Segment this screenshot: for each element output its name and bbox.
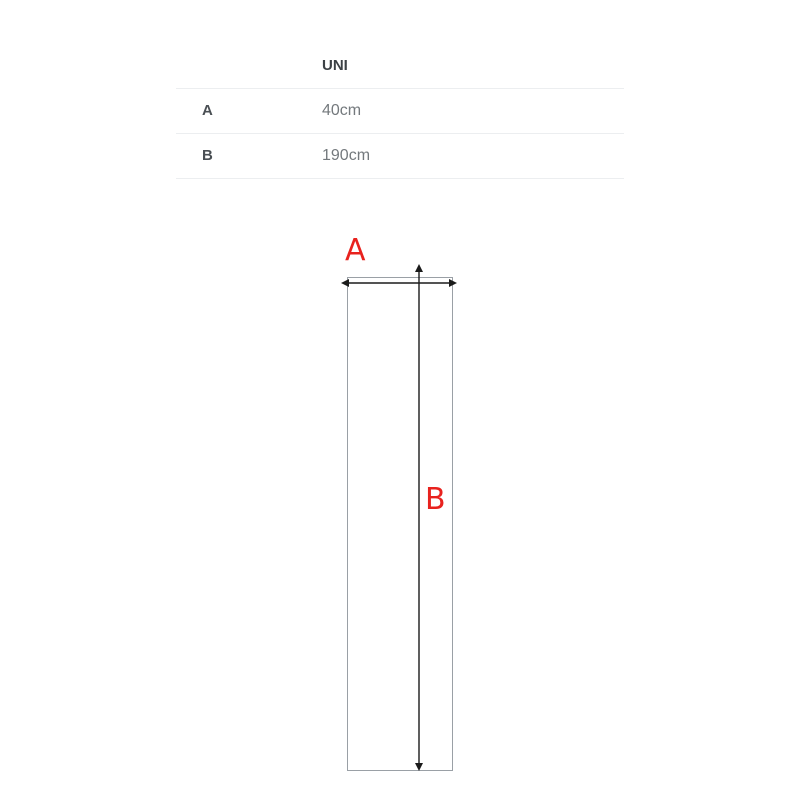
row-label-a: A [202,102,213,119]
row-value-a: 40cm [322,102,362,119]
size-table [176,44,624,179]
table-header-uni: UNI [322,57,348,74]
diagram-label-a: A [345,233,366,268]
row-value-b: 190cm [322,147,371,164]
table-row [176,89,624,134]
table-header-row [176,44,624,89]
diagram-label-b: B [425,482,446,517]
row-label-b: B [202,147,213,164]
table-header-blank [176,44,322,89]
table-row [176,134,624,179]
garment-outline [347,277,453,771]
